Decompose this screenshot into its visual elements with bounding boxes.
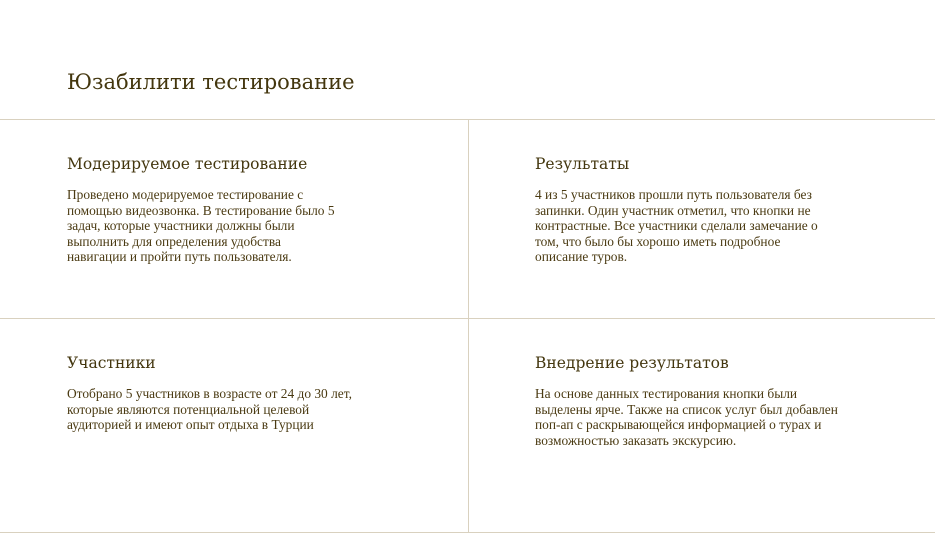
section-results: [535, 153, 835, 265]
section-heading: Модерируемое тестирование: [67, 155, 308, 173]
section-text: На основе данных тестирования кнопки были выделены ярче. Также на список услуг был добавлен поп-ап с раскрывающейся информацией о турах и возможностью заказать экскурсию.: [535, 386, 838, 448]
section-heading: Внедрение результатов: [535, 354, 729, 372]
section-heading: Участники: [67, 354, 156, 372]
section-text: Проведено модерируемое тестирование с помощью видеозвонка. В тестирование было 5 задач, которые участники должны были выполнить для определения удобства навигации и пройти путь пользователя.: [67, 187, 335, 265]
page-title: Юзабилити тестирование: [67, 70, 355, 94]
section-implementation: [535, 352, 855, 448]
section-participants: [67, 352, 367, 433]
section-text: Отобрано 5 участников в возрасте от 24 до 30 лет, которые являются потенциальной целевой аудиторией и имеют опыт отдыха в Турции: [67, 386, 352, 433]
section-moderated-testing: [67, 153, 342, 265]
section-text: 4 из 5 участников прошли путь пользователя без запинки. Один участник отметил, что кнопки не контрастные. Все участники сделали замечание о том, что было бы хорошо иметь подробное описание туров.: [535, 187, 818, 265]
section-heading: Результаты: [535, 155, 630, 173]
vertical-divider: [468, 119, 469, 533]
